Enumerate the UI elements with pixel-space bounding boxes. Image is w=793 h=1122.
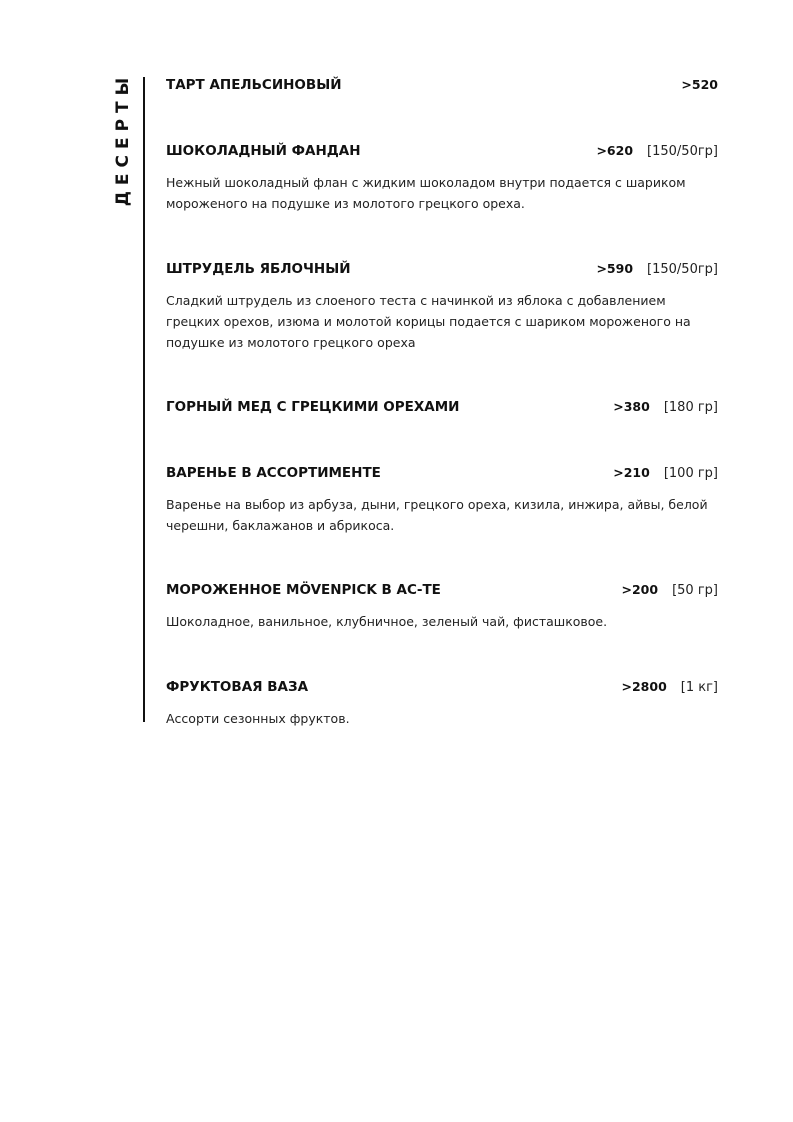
menu-item-weight: [1 кг] [680, 680, 718, 695]
menu-item-meta [596, 260, 718, 279]
menu-item-price: >380 [613, 399, 650, 414]
menu-item-meta [681, 76, 718, 95]
menu-item-description: Сладкий штрудель из слоеного теста с начинкой из яблока с добавлением грецких орехов, изюма и молотой корицы подается с шариком мороженого на подушке из молотого грецкого ореха [166, 293, 691, 350]
menu-item [166, 678, 718, 729]
menu-item-price: >2800 [621, 679, 667, 694]
menu-item-name: ВАРЕНЬЕ В АССОРТИМЕНТЕ [166, 465, 381, 481]
menu-item-name: МОРОЖЕННОЕ MÖVENPICK В АС-ТЕ [166, 582, 441, 598]
menu-item-price: >590 [596, 261, 634, 276]
menu-item-price: >200 [621, 582, 659, 597]
section-title [108, 71, 138, 207]
menu-item-name: ТАРТ АПЕЛЬСИНОВЫЙ [166, 77, 342, 93]
menu-item-header [166, 76, 718, 94]
menu-item-header [166, 678, 718, 696]
menu-item-weight: [180 гр] [663, 400, 718, 415]
menu-item-meta [622, 581, 718, 600]
menu-item-header [166, 464, 718, 482]
vertical-divider [143, 77, 145, 722]
menu-item-name: ГОРНЫЙ МЕД С ГРЕЦКИМИ ОРЕХАМИ [166, 399, 460, 415]
menu-item-weight: [50 гр] [672, 583, 718, 598]
menu-item-weight: [150/50гр] [647, 144, 718, 159]
menu-item-meta [596, 142, 718, 161]
menu-item-description: Ассорти сезонных фруктов. [166, 711, 350, 726]
menu-item-header [166, 142, 718, 160]
menu-item-name: ШТРУДЕЛЬ ЯБЛОЧНЫЙ [166, 261, 351, 277]
menu-item-meta [622, 678, 719, 697]
menu-item [166, 260, 718, 353]
menu-item-description: Варенье на выбор из арбуза, дыни, грецкого ореха, кизила, инжира, айвы, белой черешни, баклажанов и абрикоса. [166, 497, 708, 533]
menu-item-weight: [100 гр] [663, 466, 718, 481]
menu-item-description: Нежный шоколадный флан с жидким шоколадом внутри подается с шариком мороженого на подушке из молотого грецкого ореха. [166, 175, 686, 211]
menu-item [166, 581, 718, 632]
menu-item-price: >620 [596, 143, 634, 158]
menu-item-name: ФРУКТОВАЯ ВАЗА [166, 679, 309, 695]
menu-item-weight: [150/50гр] [647, 262, 718, 277]
menu-item-header [166, 398, 718, 416]
menu-item-meta [613, 464, 718, 483]
menu-item [166, 76, 718, 94]
menu-item-header [166, 260, 718, 278]
menu-item-name: ШОКОЛАДНЫЙ ФАНДАН [166, 143, 361, 159]
menu-item-meta [613, 398, 718, 417]
menu-item [166, 142, 718, 214]
menu-item [166, 398, 718, 416]
menu-item-header [166, 581, 718, 599]
menu-item-price: >520 [681, 77, 718, 92]
menu-item-price: >210 [613, 465, 650, 480]
menu-item [166, 464, 718, 536]
menu-item-description: Шоколадное, ванильное, клубничное, зеленый чай, фисташковое. [166, 614, 608, 629]
section-title-text: ДЕСЕРТЫ [113, 71, 133, 207]
